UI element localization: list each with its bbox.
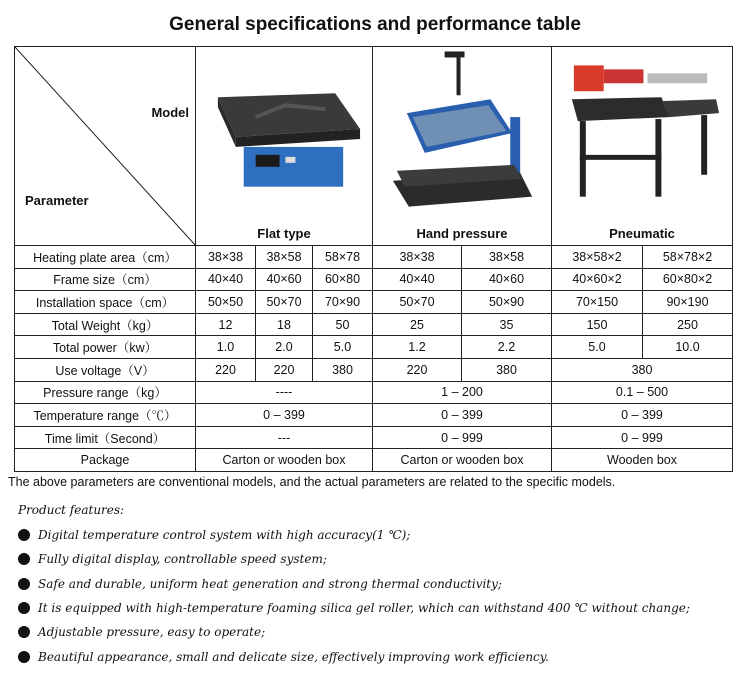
table-cell: 38×58×2	[552, 246, 643, 269]
list-item	[18, 596, 690, 620]
table-cell: 380	[313, 358, 373, 381]
table-cell: 0 – 399	[196, 404, 373, 427]
features-list	[18, 523, 690, 669]
product-features	[18, 503, 690, 669]
table-cell: 5.0	[552, 336, 643, 359]
row-label: Total Weight（kg）	[15, 313, 196, 336]
parameter-label: Parameter	[25, 193, 89, 208]
table-cell: 50	[313, 313, 373, 336]
model-label: Model	[151, 105, 189, 120]
row-label: Heating plate area（cm）	[15, 246, 196, 269]
flat-type-header	[196, 47, 373, 246]
table-cell: 380	[552, 358, 733, 381]
bullet-icon	[18, 602, 30, 614]
feature-text: It is equipped with high-temperature foaming silica gel roller, which can withstand 400 ℃ without change;	[38, 601, 690, 616]
table-cell: 5.0	[313, 336, 373, 359]
table-cell: 70×90	[313, 291, 373, 314]
table-header-row	[15, 47, 733, 246]
table-cell: 18	[256, 313, 313, 336]
diagonal-line	[15, 47, 196, 246]
hand-pressure-header	[373, 47, 552, 246]
page-title: General specifications and performance table	[169, 14, 581, 35]
row-label: Use voltage（V）	[15, 358, 196, 381]
table-row	[15, 313, 733, 336]
table-cell: 38×58	[462, 246, 552, 269]
row-label: Package	[15, 449, 196, 472]
flat-heat-press-image	[196, 47, 372, 219]
list-item	[18, 523, 690, 547]
table-cell: 40×40	[196, 268, 256, 291]
table-cell: ---	[196, 426, 373, 449]
table-cell: 2.2	[462, 336, 552, 359]
spec-table	[14, 46, 733, 472]
table-cell: 35	[462, 313, 552, 336]
table-cell: 38×38	[196, 246, 256, 269]
features-heading: Product features:	[18, 503, 125, 517]
feature-text: Safe and durable, uniform heat generation and strong thermal conductivity;	[38, 576, 502, 591]
table-cell: 58×78	[313, 246, 373, 269]
table-cell: 12	[196, 313, 256, 336]
bullet-icon	[18, 626, 30, 638]
table-cell: 1.0	[196, 336, 256, 359]
table-cell: 38×58	[256, 246, 313, 269]
bullet-icon	[18, 553, 30, 565]
feature-text: Fully digital display, controllable speed system;	[38, 552, 327, 567]
table-row	[15, 336, 733, 359]
table-cell: 220	[256, 358, 313, 381]
table-cell: 60×80×2	[643, 268, 733, 291]
hand-pressure-label: Hand pressure	[416, 226, 508, 241]
table-cell: 0.1 – 500	[552, 381, 733, 404]
flat-type-label: Flat type	[257, 226, 311, 241]
table-cell: 50×50	[196, 291, 256, 314]
table-row	[15, 404, 733, 427]
footnote: The above parameters are conventional models, and the actual parameters are related to the specific models.	[8, 475, 616, 489]
table-cell: Carton or wooden box	[196, 449, 373, 472]
table-cell: 150	[552, 313, 643, 336]
table-cell: 40×60×2	[552, 268, 643, 291]
table-cell: 40×60	[256, 268, 313, 291]
table-cell: 1 – 200	[373, 381, 552, 404]
table-cell: 70×150	[552, 291, 643, 314]
table-row	[15, 381, 733, 404]
pneumatic-header	[552, 47, 733, 246]
table-cell: 38×38	[373, 246, 462, 269]
row-label: Temperature range（℃）	[15, 404, 196, 427]
row-label: Frame size（cm）	[15, 268, 196, 291]
pneumatic-label: Pneumatic	[609, 226, 675, 241]
table-cell: 40×40	[373, 268, 462, 291]
table-cell: ----	[196, 381, 373, 404]
feature-text: Digital temperature control system with high accuracy(1 ℃);	[38, 528, 411, 543]
hand-press-image	[373, 47, 551, 219]
table-row	[15, 426, 733, 449]
row-label: Time limit（Second）	[15, 426, 196, 449]
table-cell: 0 – 399	[552, 404, 733, 427]
table-cell: 40×60	[462, 268, 552, 291]
table-cell: Carton or wooden box	[373, 449, 552, 472]
table-cell: 50×70	[256, 291, 313, 314]
row-label: Total power（kw）	[15, 336, 196, 359]
table-cell: Wooden box	[552, 449, 733, 472]
table-cell: 50×70	[373, 291, 462, 314]
table-cell: 1.2	[373, 336, 462, 359]
table-cell: 220	[196, 358, 256, 381]
list-item	[18, 644, 690, 668]
corner-cell	[15, 47, 196, 246]
table-cell: 0 – 999	[552, 426, 733, 449]
table-cell: 60×80	[313, 268, 373, 291]
feature-text: Adjustable pressure, easy to operate;	[38, 625, 266, 640]
table-cell: 0 – 999	[373, 426, 552, 449]
table-cell: 10.0	[643, 336, 733, 359]
list-item	[18, 620, 690, 644]
bullet-icon	[18, 651, 30, 663]
bullet-icon	[18, 578, 30, 590]
table-cell: 380	[462, 358, 552, 381]
feature-text: Beautiful appearance, small and delicate size, effectively improving work efficiency.	[38, 649, 549, 664]
pneumatic-press-image	[552, 47, 732, 219]
list-item	[18, 572, 690, 596]
table-cell: 58×78×2	[643, 246, 733, 269]
row-label: Installation space（cm）	[15, 291, 196, 314]
table-cell: 25	[373, 313, 462, 336]
table-row	[15, 291, 733, 314]
table-cell: 50×90	[462, 291, 552, 314]
table-row	[15, 268, 733, 291]
table-cell: 0 – 399	[373, 404, 552, 427]
table-row	[15, 449, 733, 472]
table-cell: 250	[643, 313, 733, 336]
table-row	[15, 358, 733, 381]
row-label: Pressure range（kg）	[15, 381, 196, 404]
table-cell: 220	[373, 358, 462, 381]
table-row	[15, 246, 733, 269]
table-cell: 90×190	[643, 291, 733, 314]
table-cell: 2.0	[256, 336, 313, 359]
bullet-icon	[18, 529, 30, 541]
list-item	[18, 547, 690, 571]
